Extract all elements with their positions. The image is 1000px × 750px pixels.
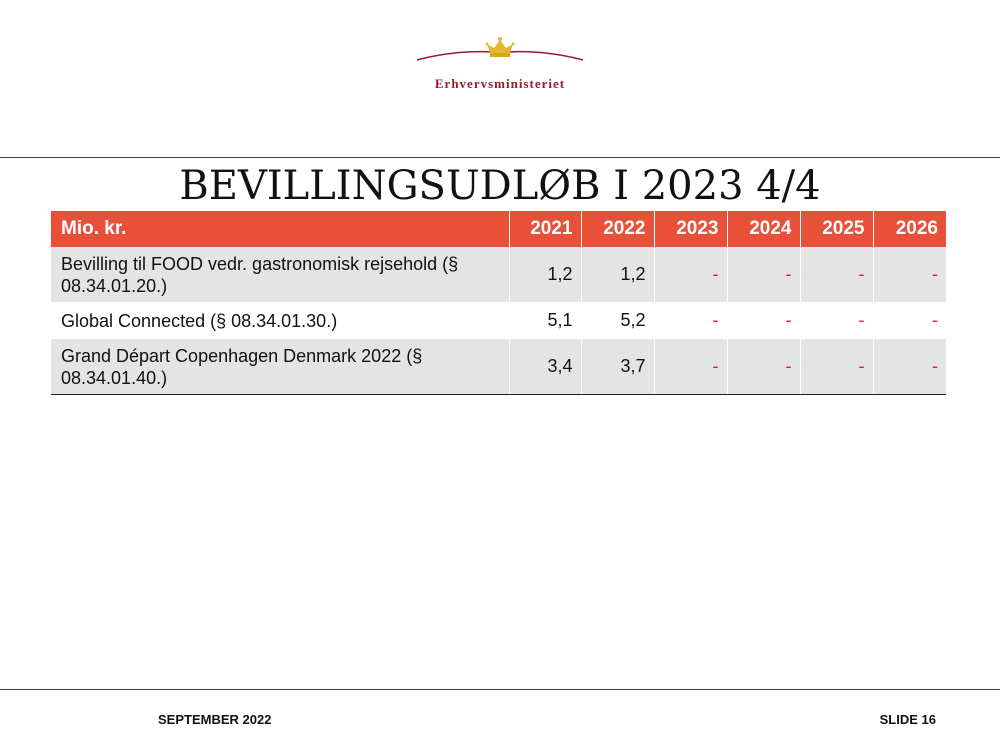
funding-table [51, 211, 946, 395]
cell-value: - [873, 247, 946, 302]
slide-title: BEVILLINGSUDLØB I 2023 4/4 [179, 163, 821, 209]
ministry-logo [0, 36, 1000, 96]
cell-value: - [932, 310, 938, 330]
cell-value: 3,4 [509, 339, 581, 395]
cell-value: - [654, 247, 727, 302]
column-header: 2022 [581, 211, 654, 247]
cell-value: - [800, 302, 873, 339]
cell-value: - [800, 339, 873, 395]
cell-value: 1,2 [509, 247, 581, 302]
table-row [51, 302, 946, 339]
row-description: Global Connected (§ 08.34.01.30.) [51, 302, 509, 339]
cell-value: - [654, 339, 727, 395]
table-row [51, 247, 946, 302]
row-description: Grand Départ Copenhagen Denmark 2022 (§ 08.34.01.40.) [51, 339, 509, 395]
cell-value: - [727, 302, 800, 339]
cell-value: 5,1 [509, 302, 581, 339]
row-description: Bevilling til FOOD vedr. gastronomisk rejsehold (§ 08.34.01.20.) [51, 247, 509, 302]
column-header: 2023 [654, 211, 727, 247]
footer-date: SEPTEMBER 2022 [158, 712, 272, 727]
cell-value: - [800, 247, 873, 302]
column-header: 2021 [509, 211, 581, 247]
header-rule [0, 157, 1000, 158]
cell-value: 3,7 [581, 339, 654, 395]
table-row [51, 339, 946, 395]
cell-value: - [727, 339, 800, 395]
cell-value: - [727, 247, 800, 302]
cell-value: - [654, 302, 727, 339]
cell-value: 5,2 [581, 302, 654, 339]
cell-value: - [873, 339, 946, 395]
table-header-row [51, 211, 946, 247]
footer-rule [0, 689, 1000, 690]
org-name: Erhvervsministeriet [434, 76, 566, 91]
column-header: 2024 [727, 211, 800, 247]
crown-icon [415, 36, 585, 76]
cell-value: 1,2 [581, 247, 654, 302]
column-header: 2026 [873, 211, 946, 247]
column-header: Mio. kr. [51, 211, 509, 247]
column-header: 2025 [800, 211, 873, 247]
slide-number: SLIDE 16 [879, 712, 936, 727]
